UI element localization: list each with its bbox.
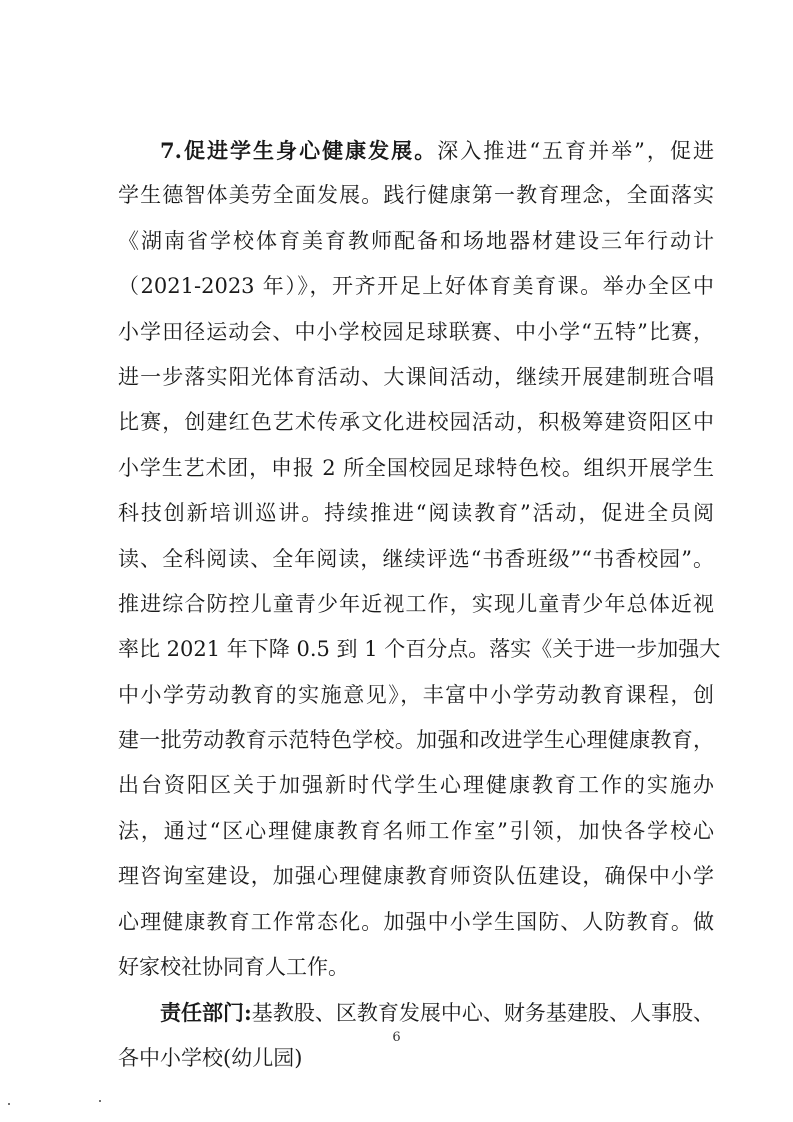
paragraph-line: 读、全科阅读、全年阅读，继续评选“书香班级”“书香校园”。 bbox=[118, 546, 714, 571]
paragraph-line: 《湖南省学校体育美育教师配备和场地器材建设三年行动计 bbox=[118, 228, 714, 253]
scan-speck bbox=[99, 1100, 101, 1102]
page-number: 6 bbox=[392, 1030, 401, 1045]
responsibility-departments: 基教股、区教育发展中心、财务基建股、人事股、 bbox=[251, 1001, 714, 1026]
body-text bbox=[118, 128, 721, 1081]
heading-line-text: 深入推进“五育并举”，促进 bbox=[437, 139, 714, 163]
paragraph-line: 心理健康教育工作常态化。加强中小学生国防、人防教育。做 bbox=[118, 909, 714, 934]
paragraph-line: 小学生艺术团，申报 2 所全国校园足球特色校。组织开展学生 bbox=[118, 455, 714, 480]
responsibility-label: 责任部门: bbox=[160, 1000, 252, 1026]
paragraph-line: 学生德智体美劳全面发展。践行健康第一教育理念，全面落实 bbox=[118, 183, 714, 208]
responsibility-line bbox=[118, 990, 714, 1035]
paragraph-line: 中小学劳动教育的实施意见》，丰富中小学劳动教育课程，创 bbox=[118, 682, 714, 707]
paragraph-line: 建一批劳动教育示范特色学校。加强和改进学生心理健康教育， bbox=[118, 728, 714, 753]
paragraph-line: 理咨询室建设，加强心理健康教育师资队伍建设，确保中小学 bbox=[118, 864, 714, 889]
responsibility-line: 各中小学校(幼儿园) bbox=[118, 1045, 303, 1070]
paragraph-line: 小学田径运动会、中小学校园足球联赛、中小学“五特”比赛， bbox=[118, 319, 714, 344]
scan-speck bbox=[8, 1103, 10, 1105]
paragraph-line: （2021-2023 年）》，开齐开足上好体育美育课。举办全区中 bbox=[118, 274, 714, 299]
paragraph-line: 出台资阳区关于加强新时代学生心理健康教育工作的实施办 bbox=[118, 773, 714, 798]
paragraph-line: 比赛，创建红色艺术传承文化进校园活动，积极筹建资阳区中 bbox=[118, 410, 714, 435]
paragraph-line: 率比 2021 年下降 0.5 到 1 个百分点。落实《关于进一步加强大 bbox=[118, 637, 721, 662]
paragraph-line: 法，通过“区心理健康教育名师工作室”引领，加快各学校心 bbox=[118, 818, 714, 843]
paragraph-line: 科技创新培训巡讲。持续推进“阅读教育”活动，促进全员阅 bbox=[118, 501, 714, 526]
section-heading: 7.促进学生身心健康发展。 bbox=[160, 138, 438, 163]
paragraph-line bbox=[118, 128, 714, 173]
paragraph-line: 好家校社协同育人工作。 bbox=[118, 955, 349, 980]
paragraph-line: 推进综合防控儿童青少年近视工作，实现儿童青少年总体近视 bbox=[118, 591, 714, 616]
paragraph-line: 进一步落实阳光体育活动、大课间活动，继续开展建制班合唱 bbox=[118, 364, 714, 389]
